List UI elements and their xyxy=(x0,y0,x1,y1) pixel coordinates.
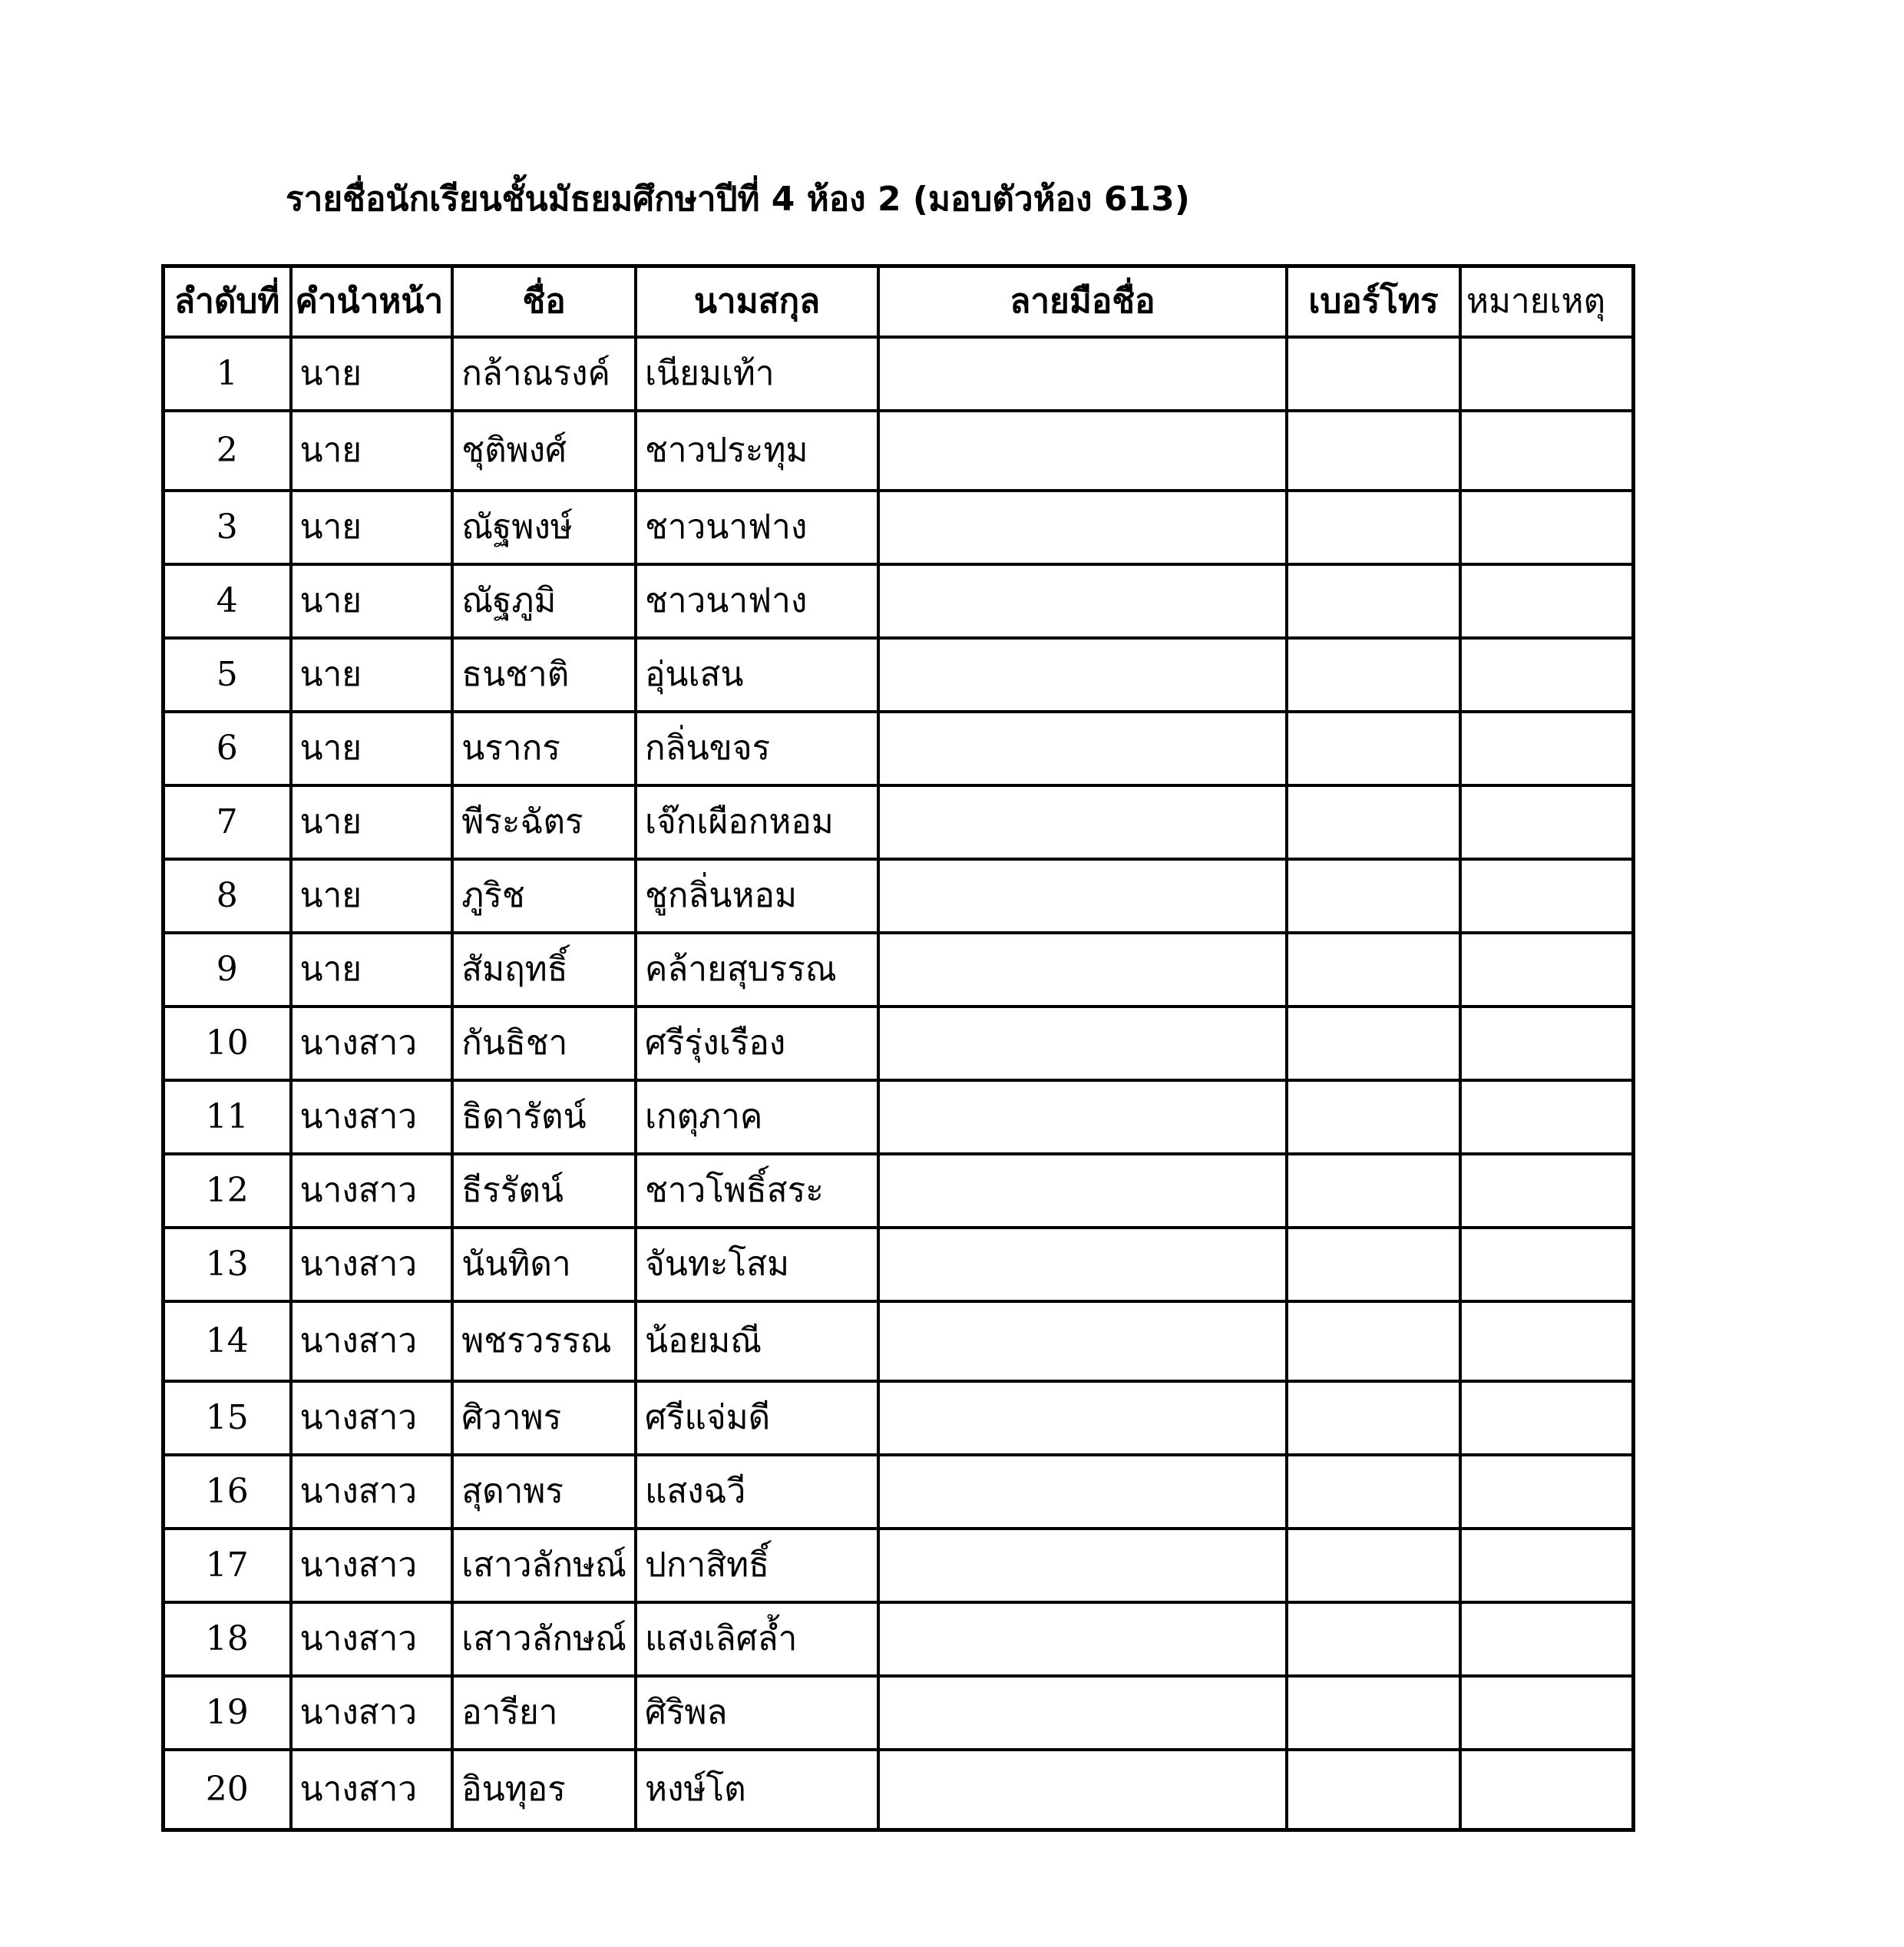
cell-first-name: ธิดารัตน์ xyxy=(452,1080,636,1154)
cell-no: 7 xyxy=(164,785,291,859)
cell-remark[interactable] xyxy=(1460,1676,1634,1750)
cell-last-name: ศรีรุ่งเรือง xyxy=(636,1007,878,1080)
table-row xyxy=(164,1228,1634,1301)
cell-no: 3 xyxy=(164,491,291,564)
cell-no: 2 xyxy=(164,411,291,491)
cell-remark[interactable] xyxy=(1460,1381,1634,1455)
table-row xyxy=(164,1301,1634,1381)
table-row xyxy=(164,1154,1634,1228)
table-row xyxy=(164,933,1634,1007)
cell-first-name: ชุติพงศ์ xyxy=(452,411,636,491)
header-signature: ลายมือชื่อ xyxy=(878,266,1287,338)
cell-signature[interactable] xyxy=(878,1381,1287,1455)
table-row xyxy=(164,1676,1634,1750)
cell-first-name: ธนชาติ xyxy=(452,638,636,712)
header-last-name: นามสกุล xyxy=(636,266,878,338)
cell-first-name: สุดาพร xyxy=(452,1455,636,1529)
cell-signature[interactable] xyxy=(878,1080,1287,1154)
cell-last-name: ชูกลิ่นหอม xyxy=(636,859,878,933)
header-first-name: ชื่อ xyxy=(452,266,636,338)
cell-signature[interactable] xyxy=(878,1007,1287,1080)
header-row xyxy=(164,266,1634,338)
cell-prefix: นาย xyxy=(291,638,453,712)
cell-phone[interactable] xyxy=(1287,1676,1460,1750)
cell-last-name: น้อยมณี xyxy=(636,1301,878,1381)
cell-remark[interactable] xyxy=(1460,564,1634,638)
cell-remark[interactable] xyxy=(1460,1007,1634,1080)
table-body xyxy=(164,337,1634,1830)
cell-phone[interactable] xyxy=(1287,1007,1460,1080)
table-row xyxy=(164,1455,1634,1529)
cell-phone[interactable] xyxy=(1287,1529,1460,1602)
cell-signature[interactable] xyxy=(878,712,1287,785)
cell-first-name: นันทิดา xyxy=(452,1228,636,1301)
cell-remark[interactable] xyxy=(1460,933,1634,1007)
cell-remark[interactable] xyxy=(1460,1228,1634,1301)
cell-remark[interactable] xyxy=(1460,1750,1634,1830)
cell-signature[interactable] xyxy=(878,491,1287,564)
cell-signature[interactable] xyxy=(878,785,1287,859)
cell-no: 1 xyxy=(164,337,291,411)
cell-first-name: ภูริช xyxy=(452,859,636,933)
table-row xyxy=(164,1381,1634,1455)
table-row xyxy=(164,491,1634,564)
cell-prefix: นางสาว xyxy=(291,1080,453,1154)
cell-remark[interactable] xyxy=(1460,491,1634,564)
table-row xyxy=(164,1750,1634,1830)
cell-no: 6 xyxy=(164,712,291,785)
cell-prefix: นาย xyxy=(291,337,453,411)
cell-no: 4 xyxy=(164,564,291,638)
cell-prefix: นาย xyxy=(291,785,453,859)
cell-last-name: แสงเลิศล้ำ xyxy=(636,1602,878,1676)
cell-phone[interactable] xyxy=(1287,1750,1460,1830)
table-row xyxy=(164,411,1634,491)
cell-prefix: นาย xyxy=(291,859,453,933)
cell-signature[interactable] xyxy=(878,337,1287,411)
cell-last-name: อุ่นเสน xyxy=(636,638,878,712)
cell-last-name: ศิริพล xyxy=(636,1676,878,1750)
cell-no: 10 xyxy=(164,1007,291,1080)
cell-prefix: นางสาว xyxy=(291,1301,453,1381)
cell-signature[interactable] xyxy=(878,411,1287,491)
cell-signature[interactable] xyxy=(878,933,1287,1007)
cell-phone[interactable] xyxy=(1287,411,1460,491)
cell-no: 15 xyxy=(164,1381,291,1455)
cell-signature[interactable] xyxy=(878,1301,1287,1381)
cell-remark[interactable] xyxy=(1460,712,1634,785)
cell-no: 20 xyxy=(164,1750,291,1830)
cell-phone[interactable] xyxy=(1287,1154,1460,1228)
cell-first-name: กันธิชา xyxy=(452,1007,636,1080)
cell-first-name: พีระฉัตร xyxy=(452,785,636,859)
table-row xyxy=(164,564,1634,638)
cell-first-name: พชรวรรณ xyxy=(452,1301,636,1381)
cell-phone[interactable] xyxy=(1287,1455,1460,1529)
table-row xyxy=(164,712,1634,785)
cell-prefix: นางสาว xyxy=(291,1381,453,1455)
cell-first-name: อารียา xyxy=(452,1676,636,1750)
cell-phone[interactable] xyxy=(1287,1301,1460,1381)
cell-prefix: นางสาว xyxy=(291,1676,453,1750)
cell-last-name: ศรีแจ่มดี xyxy=(636,1381,878,1455)
cell-remark[interactable] xyxy=(1460,859,1634,933)
cell-signature[interactable] xyxy=(878,1455,1287,1529)
table-row xyxy=(164,859,1634,933)
cell-remark[interactable] xyxy=(1460,1080,1634,1154)
cell-prefix: นาย xyxy=(291,411,453,491)
cell-last-name: ปกาสิทธิ์ xyxy=(636,1529,878,1602)
cell-phone[interactable] xyxy=(1287,1228,1460,1301)
cell-remark[interactable] xyxy=(1460,1301,1634,1381)
cell-phone[interactable] xyxy=(1287,564,1460,638)
table-row xyxy=(164,785,1634,859)
cell-last-name: ชาวนาฟาง xyxy=(636,564,878,638)
cell-no: 5 xyxy=(164,638,291,712)
cell-signature[interactable] xyxy=(878,1750,1287,1830)
table-row xyxy=(164,1529,1634,1602)
cell-first-name: เสาวลักษณ์ xyxy=(452,1602,636,1676)
cell-remark[interactable] xyxy=(1460,337,1634,411)
cell-no: 17 xyxy=(164,1529,291,1602)
table-header xyxy=(164,266,1634,338)
cell-last-name: ชาวประทุม xyxy=(636,411,878,491)
cell-last-name: หงษ์โต xyxy=(636,1750,878,1830)
cell-last-name: กลิ่นขจร xyxy=(636,712,878,785)
cell-signature[interactable] xyxy=(878,1228,1287,1301)
cell-first-name: ธีรรัตน์ xyxy=(452,1154,636,1228)
cell-remark[interactable] xyxy=(1460,1455,1634,1529)
cell-first-name: เสาวลักษณ์ xyxy=(452,1529,636,1602)
cell-prefix: นางสาว xyxy=(291,1007,453,1080)
cell-first-name: สัมฤทธิ์ xyxy=(452,933,636,1007)
cell-last-name: ชาวโพธิ์สระ xyxy=(636,1154,878,1228)
cell-last-name: คล้ายสุบรรณ xyxy=(636,933,878,1007)
cell-last-name: แสงฉวี xyxy=(636,1455,878,1529)
cell-phone[interactable] xyxy=(1287,785,1460,859)
cell-first-name: ศิวาพร xyxy=(452,1381,636,1455)
cell-first-name: ณัฐภูมิ xyxy=(452,564,636,638)
cell-signature[interactable] xyxy=(878,564,1287,638)
cell-first-name: นรากร xyxy=(452,712,636,785)
cell-prefix: นาย xyxy=(291,712,453,785)
cell-phone[interactable] xyxy=(1287,638,1460,712)
cell-first-name: อินทุอร xyxy=(452,1750,636,1830)
table-row xyxy=(164,1007,1634,1080)
cell-remark[interactable] xyxy=(1460,1154,1634,1228)
table-row xyxy=(164,1080,1634,1154)
cell-remark[interactable] xyxy=(1460,785,1634,859)
cell-signature[interactable] xyxy=(878,1602,1287,1676)
cell-last-name: เนียมเท้า xyxy=(636,337,878,411)
cell-prefix: นางสาว xyxy=(291,1529,453,1602)
cell-signature[interactable] xyxy=(878,1154,1287,1228)
cell-prefix: นาย xyxy=(291,564,453,638)
cell-phone[interactable] xyxy=(1287,1381,1460,1455)
cell-phone[interactable] xyxy=(1287,491,1460,564)
table-row xyxy=(164,1602,1634,1676)
cell-last-name: ชาวนาฟาง xyxy=(636,491,878,564)
cell-no: 19 xyxy=(164,1676,291,1750)
cell-prefix: นางสาว xyxy=(291,1455,453,1529)
cell-phone[interactable] xyxy=(1287,1080,1460,1154)
cell-last-name: เจ๊กเผือกหอม xyxy=(636,785,878,859)
cell-prefix: นาย xyxy=(291,491,453,564)
table-row xyxy=(164,337,1634,411)
page-title: รายชื่อนักเรียนชั้นมัธยมศึกษาปีที่ 4 ห้อง 2 (มอบตัวห้อง 613) xyxy=(286,180,1190,219)
student-roster-table xyxy=(161,264,1635,1832)
cell-last-name: จันทะโสม xyxy=(636,1228,878,1301)
cell-remark[interactable] xyxy=(1460,411,1634,491)
cell-prefix: นางสาว xyxy=(291,1228,453,1301)
cell-prefix: นางสาว xyxy=(291,1750,453,1830)
cell-prefix: นาย xyxy=(291,933,453,1007)
cell-no: 13 xyxy=(164,1228,291,1301)
cell-no: 16 xyxy=(164,1455,291,1529)
cell-phone[interactable] xyxy=(1287,337,1460,411)
cell-no: 12 xyxy=(164,1154,291,1228)
cell-phone[interactable] xyxy=(1287,933,1460,1007)
header-remark: หมายเหตุ xyxy=(1460,266,1634,338)
cell-no: 9 xyxy=(164,933,291,1007)
cell-no: 18 xyxy=(164,1602,291,1676)
header-no: ลำดับที่ xyxy=(164,266,291,338)
cell-no: 8 xyxy=(164,859,291,933)
cell-first-name: กล้าณรงค์ xyxy=(452,337,636,411)
cell-signature[interactable] xyxy=(878,1676,1287,1750)
cell-remark[interactable] xyxy=(1460,1602,1634,1676)
cell-remark[interactable] xyxy=(1460,638,1634,712)
table-row xyxy=(164,638,1634,712)
cell-last-name: เกตุภาค xyxy=(636,1080,878,1154)
cell-prefix: นางสาว xyxy=(291,1602,453,1676)
cell-remark[interactable] xyxy=(1460,1529,1634,1602)
cell-signature[interactable] xyxy=(878,638,1287,712)
cell-phone[interactable] xyxy=(1287,1602,1460,1676)
cell-no: 11 xyxy=(164,1080,291,1154)
cell-phone[interactable] xyxy=(1287,859,1460,933)
cell-phone[interactable] xyxy=(1287,712,1460,785)
header-prefix: คำนำหน้า xyxy=(291,266,453,338)
cell-signature[interactable] xyxy=(878,1529,1287,1602)
header-phone: เบอร์โทร xyxy=(1287,266,1460,338)
cell-prefix: นางสาว xyxy=(291,1154,453,1228)
cell-first-name: ณัฐพงษ์ xyxy=(452,491,636,564)
cell-no: 14 xyxy=(164,1301,291,1381)
cell-signature[interactable] xyxy=(878,859,1287,933)
